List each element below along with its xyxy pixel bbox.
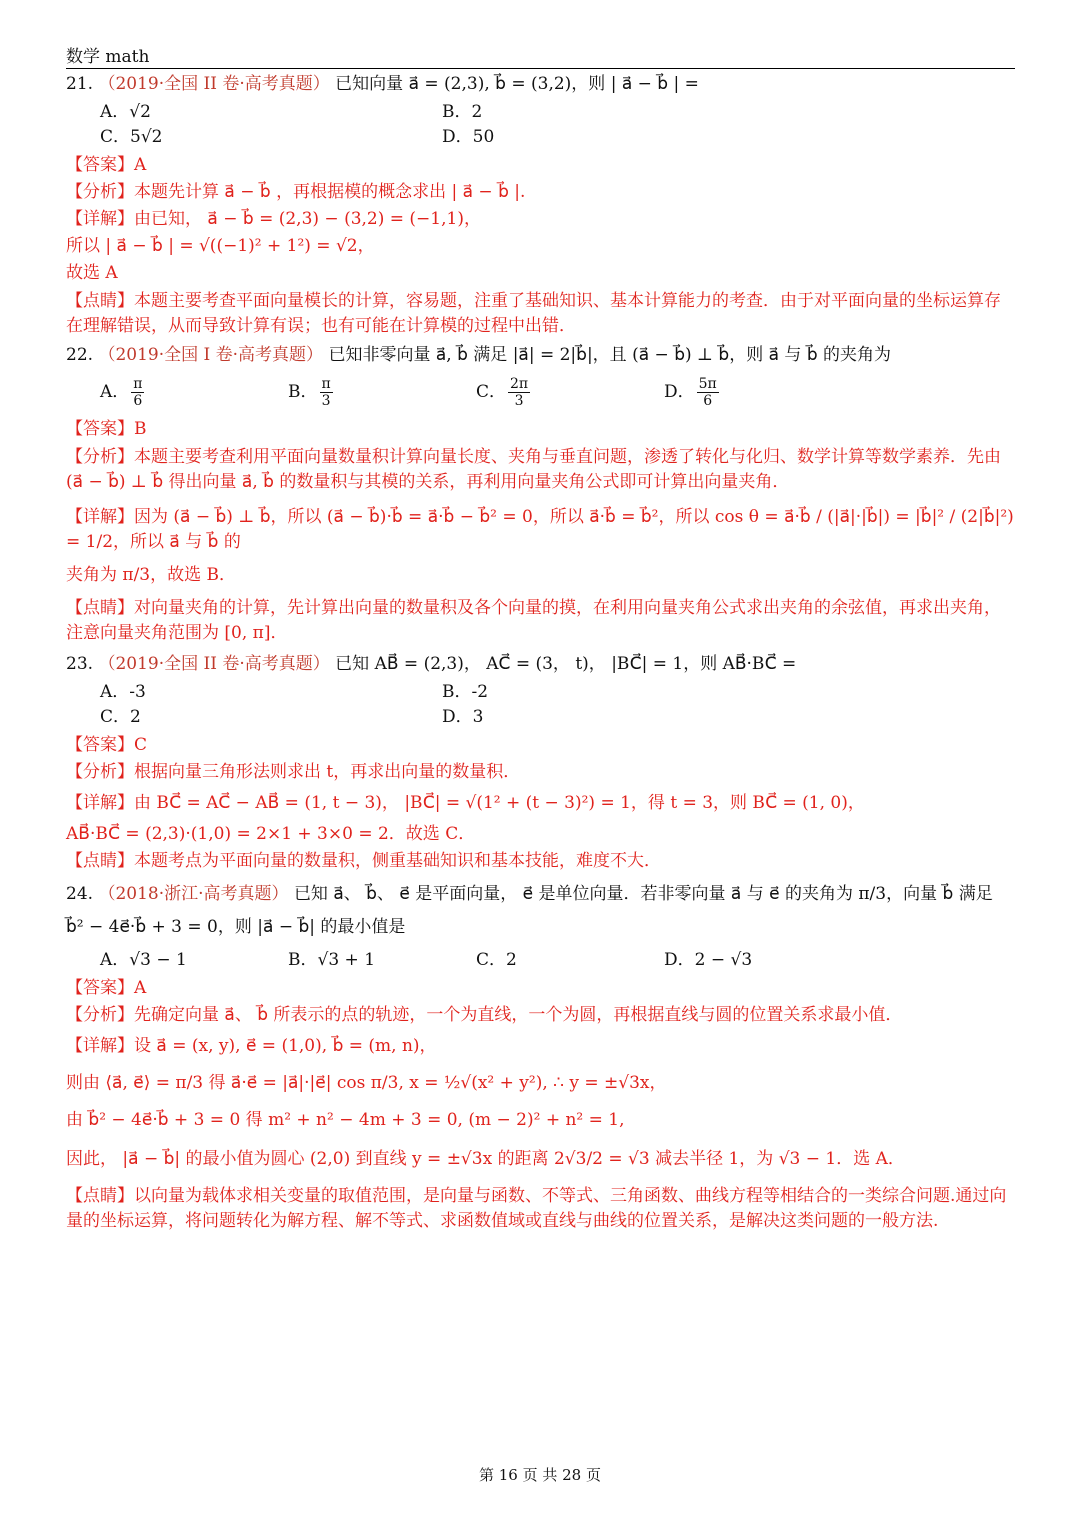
question-stem-continued: b⃗² − 4e⃗·b⃗ + 3 = 0，则 |a⃗ − b⃗| 的最小值是 — [66, 917, 406, 937]
option-b: B．-2 — [442, 682, 489, 702]
question-stem: 已知向量 a⃗ = (2,3), b⃗ = (3,2)，则 | a⃗ − b⃗ | = — [335, 74, 699, 94]
options — [66, 680, 1015, 730]
header-title: 数学 math — [66, 47, 150, 67]
question-21 — [66, 72, 1015, 339]
analysis: 【分析】本题主要考查利用平面向量数量积计算向量长度、夹角与垂直问题，渗透了转化与化归、数学计算等数学素养．先由 (a⃗ − b⃗) ⊥ b⃗ 得出向量 a⃗, b⃗ 的数量积与其模的关系，再利用向量夹角公式即可计算出向量夹角． — [66, 447, 1001, 492]
answer: 【答案】A — [66, 978, 147, 998]
comment: 【点睛】对向量夹角的计算，先计算出向量的数量积及各个向量的摸，在利用向量夹角公式求出夹角的余弦值，再求出夹角，注意向量夹角范围为 [0, π]． — [66, 598, 1001, 643]
comment: 【点睛】以向量为载体求相关变量的取值范围，是向量与函数、不等式、三角函数、曲线方程等相结合的一类综合问题.通过向量的坐标运算，将问题转化为解方程、解不等式、求函数值域或直线与曲线的位置关系，是解决这类问题的一般方法. — [66, 1186, 1007, 1231]
detail: 因此， |a⃗ − b⃗| 的最小值为圆心 (2,0) 到直线 y = ±√3x 的距离 2√3/2 = √3 减去半径 1，为 √3 − 1．选 A． — [66, 1149, 905, 1169]
detail: 故选 A — [66, 263, 118, 283]
detail: AB⃗·BC⃗ = (2,3)·(1,0) = 2×1 + 3×0 = 2．故选 C． — [66, 824, 476, 844]
page-number: 第 16 页 共 28 页 — [478, 1466, 601, 1484]
analysis: 【分析】本题先计算 a⃗ − b⃗ ，再根据模的概念求出 | a⃗ − b⃗ |. — [66, 182, 526, 202]
answer: 【答案】B — [66, 419, 147, 439]
question-source: （2018·浙江·高考真题） — [98, 884, 289, 904]
analysis: 【分析】先确定向量 a⃗、 b⃗ 所表示的点的轨迹，一个为直线，一个为圆，再根据直线与圆的位置关系求最小值． — [66, 1005, 903, 1025]
option-d: D．2 − √3 — [664, 950, 753, 970]
question-stem: 已知 a⃗、 b⃗、 e⃗ 是平面向量， e⃗ 是单位向量．若非零向量 a⃗ 与 e⃗ 的夹角为 π/3，向量 b⃗ 满足 — [293, 884, 993, 904]
option-c: C．2 — [100, 707, 141, 727]
option-a: A．√3 − 1 — [100, 950, 187, 970]
option-d: D．50 — [442, 127, 495, 147]
option-b: B．2 — [442, 102, 483, 122]
question-number: 24. — [66, 884, 94, 904]
question-number: 21. — [66, 74, 94, 94]
option-b: B．√3 + 1 — [288, 950, 376, 970]
question-stem: 已知非零向量 a⃗, b⃗ 满足 |a⃗| = 2|b⃗|，且 (a⃗ − b⃗) ⊥ b⃗，则 a⃗ 与 b⃗ 的夹角为 — [328, 345, 892, 365]
detail: 【详解】由已知， a⃗ − b⃗ = (2,3) − (3,2) = (−1,1)， — [66, 209, 481, 229]
question-24 — [66, 882, 1015, 1234]
question-source: （2019·全国 II 卷·高考真题） — [98, 74, 330, 94]
question-source: （2019·全国 I 卷·高考真题） — [98, 345, 324, 365]
question-source: （2019·全国 II 卷·高考真题） — [98, 654, 330, 674]
options — [66, 948, 1015, 973]
question-stem: 已知 AB⃗ = (2,3)， AC⃗ = (3， t)， |BC⃗| = 1，则 AB⃗·BC⃗ = — [335, 654, 797, 674]
question-23 — [66, 652, 1015, 874]
detail: 则由 ⟨a⃗, e⃗⟩ = π/3 得 a⃗·e⃗ = |a⃗|·|e⃗| cos π/3, x = ½√(x² + y²), ∴ y = ±√3x， — [66, 1073, 667, 1093]
detail: 夹角为 π/3，故选 B． — [66, 565, 237, 585]
answer: 【答案】A — [66, 155, 147, 175]
document-body — [66, 72, 1015, 1237]
page-footer — [0, 1464, 1080, 1485]
question-22 — [66, 343, 1015, 646]
question-number: 23. — [66, 654, 94, 674]
option-d: D．3 — [442, 707, 484, 727]
option-d: D． $\frac{5\pi}{6}$ — [664, 376, 717, 409]
option-a: A．√2 — [100, 102, 151, 122]
analysis: 【分析】根据向量三角形法则求出 t，再求出向量的数量积． — [66, 762, 521, 782]
detail: 所以 | a⃗ − b⃗ | = √((−1)² + 1²) = √2， — [66, 236, 375, 256]
detail: 【详解】由 BC⃗ = AC⃗ − AB⃗ = (1, t − 3)， |BC⃗| = √(1² + (t − 3)²) = 1，得 t = 3，则 BC⃗ = (1, 0)， — [66, 793, 865, 813]
detail: 【详解】因为 (a⃗ − b⃗) ⊥ b⃗，所以 (a⃗ − b⃗)·b⃗ = a⃗·b⃗ − b⃗² = 0，所以 a⃗·b⃗ = b⃗²，所以 cos θ = a⃗·b⃗ / (|a⃗|·|b⃗|) = |b⃗|² / (2|b⃗|²) = 1/2，所以 a⃗ 与 b⃗ 的 — [66, 507, 1014, 552]
question-number: 22. — [66, 345, 94, 365]
option-c: C．2 — [476, 950, 517, 970]
option-a: A．-3 — [100, 682, 146, 702]
comment: 【点睛】本题考点为平面向量的数量积，侧重基础知识和基本技能，难度不大． — [66, 851, 661, 871]
options — [66, 376, 1015, 409]
detail: 【详解】设 a⃗ = (x, y), e⃗ = (1,0), b⃗ = (m, n)， — [66, 1036, 437, 1056]
detail: 由 b⃗² − 4e⃗·b⃗ + 3 = 0 得 m² + n² − 4m + 3 = 0, (m − 2)² + n² = 1, — [66, 1110, 625, 1130]
options — [66, 100, 1015, 150]
answer: 【答案】C — [66, 735, 148, 755]
option-b: B． $\frac{\pi}{3}$ — [288, 376, 331, 409]
option-c: C．5√2 — [100, 127, 163, 147]
option-c: C． $\frac{2\pi}{3}$ — [476, 376, 529, 409]
page-header — [66, 42, 1015, 69]
comment: 【点睛】本题主要考查平面向量模长的计算，容易题，注重了基础知识、基本计算能力的考查．由于对平面向量的坐标运算存在理解错误，从而导致计算有误；也有可能在计算模的过程中出错． — [66, 291, 1001, 336]
option-a: A． $\frac{\pi}{6}$ — [100, 376, 143, 409]
